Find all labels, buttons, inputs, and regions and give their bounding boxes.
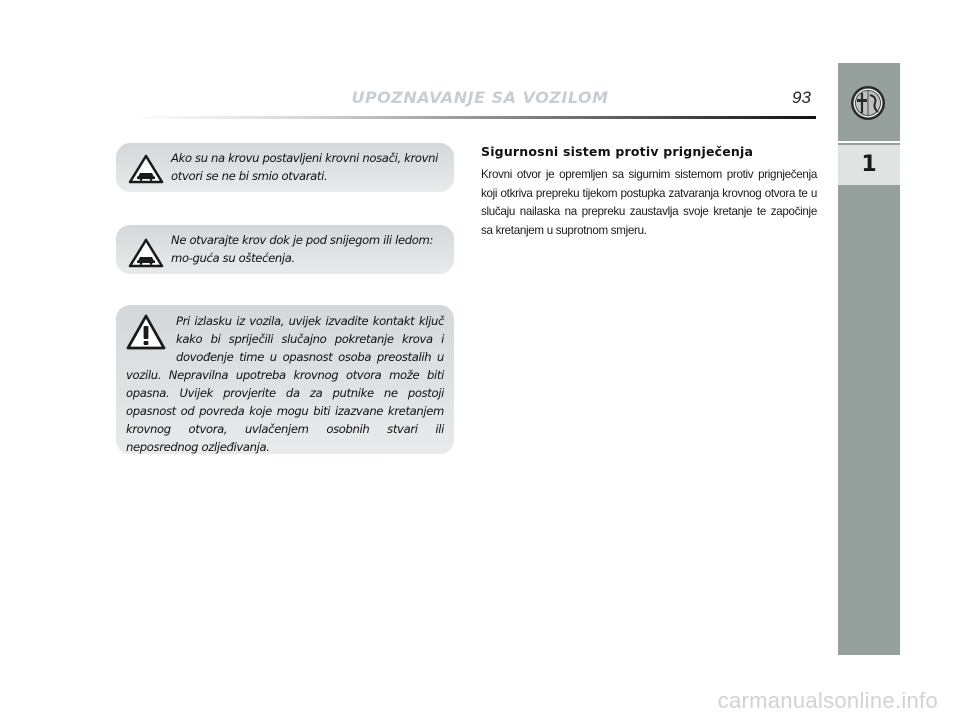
section-body: Krovni otvor je opremljen sa sigurnim sistemom protiv prignječenja koji otkriva prepreku tijekom postupka zatvaranja krovnog otvora te u slučaju nailaska na prepreku zaustavlja svoje kretanje te započinje sa kretanjem u suprotnom smjeru. bbox=[481, 168, 817, 237]
warning-text: Ako su na krovu postavljeni krovni nosači, krovni otvori se ne bi smio otvarati. bbox=[171, 151, 439, 183]
section-heading: Sigurnosni sistem protiv prignječenja bbox=[481, 144, 754, 159]
exclamation-warning-icon bbox=[126, 314, 166, 350]
car-roof-warning-icon bbox=[128, 238, 164, 268]
page-title: UPOZNAVANJE SA VOZILOM bbox=[351, 88, 609, 107]
alfa-romeo-logo-icon bbox=[850, 85, 886, 121]
warning-box-snow-ice bbox=[116, 225, 454, 274]
chapter-number: 1 bbox=[861, 152, 877, 177]
warning-box-exit-vehicle bbox=[116, 305, 454, 454]
chapter-tab bbox=[838, 145, 900, 185]
header-divider bbox=[128, 116, 816, 119]
page-number: 93 bbox=[792, 88, 811, 107]
logo-box bbox=[838, 63, 900, 143]
car-roof-warning-icon bbox=[128, 154, 164, 184]
warning-text: Pri izlasku iz vozila, uvijek izvadite kontakt ključ kako bi spriječili slučajno pokretanje krova i dovođenje time u opasnost osoba preostalih u vozilu. Nepravilna upotreba krovnog otvora može biti opasna. Uvijek provjerite da za putnike ne postoji opasnost od povreda koje mogu biti izazvane kretanjem krovnog otvora, uvlačenjem osobnih stvari ili neposrednog ozljeđivanja. bbox=[126, 314, 444, 454]
warning-box-roof-rack bbox=[116, 143, 454, 192]
watermark-text: carmanualsonline.info bbox=[717, 688, 938, 713]
warning-text: Ne otvarajte krov dok je pod snijegom ili ledom: mo-guća su oštećenja. bbox=[171, 233, 434, 265]
